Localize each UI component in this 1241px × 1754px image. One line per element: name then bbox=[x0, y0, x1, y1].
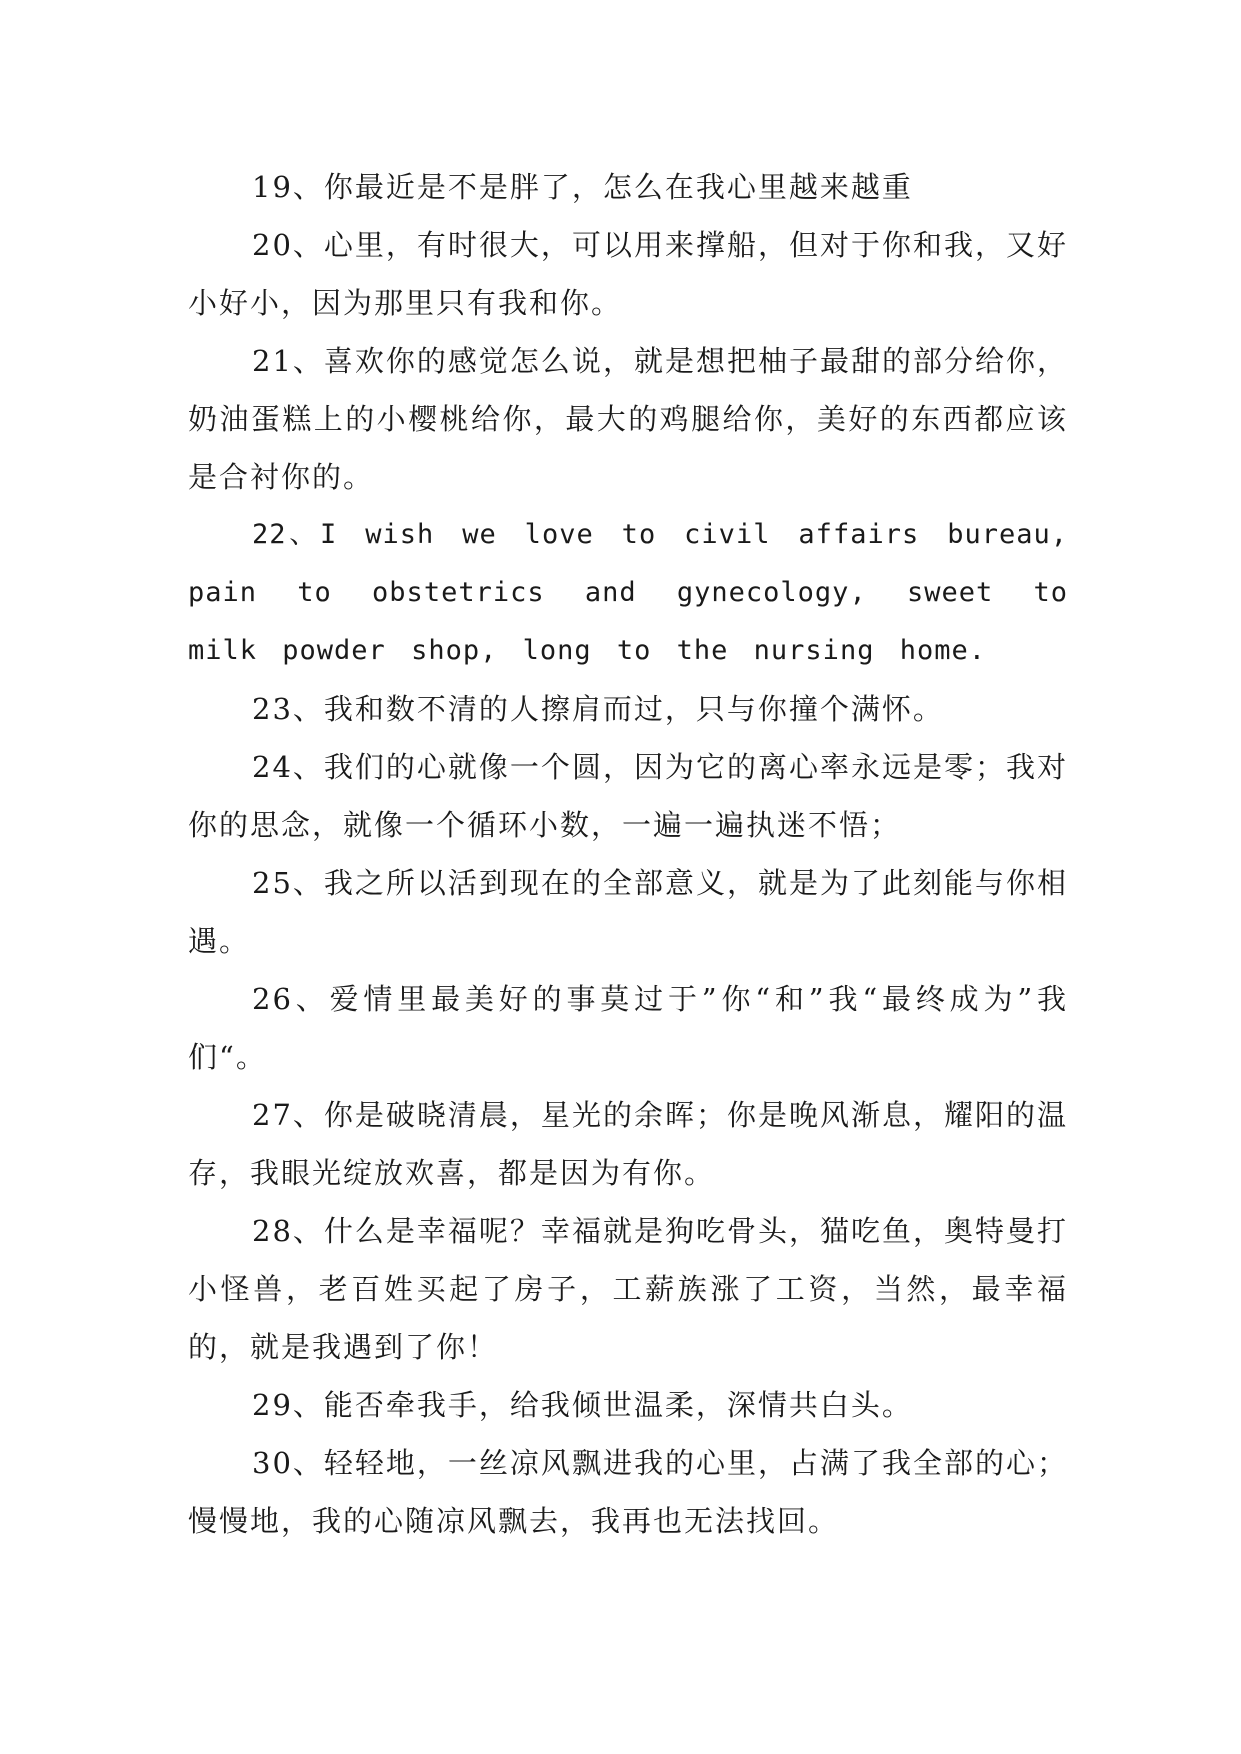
paragraph-28: 28、什么是幸福呢？幸福就是狗吃骨头，猫吃鱼，奥特曼打小怪兽，老百姓买起了房子，工薪族涨了工资，当然，最幸福的，就是我遇到了你！ bbox=[188, 1214, 1068, 1364]
paragraph-27: 27、你是破晓清晨，星光的余晖；你是晚风渐息，耀阳的温存，我眼光绽放欢喜，都是因为有你。 bbox=[188, 1098, 1068, 1190]
paragraph-30: 30、轻轻地，一丝凉风飘进我的心里，占满了我全部的心；慢慢地，我的心随凉风飘去，我再也无法找回。 bbox=[188, 1446, 1068, 1538]
paragraph-22: 22、I wish we love to civil affairs bureau, pain to obstetrics and gynecology, sweet to milk powder shop, long to the nursing home. bbox=[188, 519, 1068, 666]
paragraph-20: 20、心里，有时很大，可以用来撑船，但对于你和我，又好小好小，因为那里只有我和你。 bbox=[188, 228, 1068, 320]
paragraph-26: 26、爱情里最美好的事莫过于”你“和”我“最终成为”我们“。 bbox=[188, 982, 1068, 1074]
paragraph-23: 23、我和数不清的人擦肩而过，只与你撞个满怀。 bbox=[252, 692, 944, 726]
paragraph-24: 24、我们的心就像一个圆，因为它的离心率永远是零；我对你的思念，就像一个循环小数，一遍一遍执迷不悟； bbox=[188, 750, 1068, 842]
paragraph-21: 21、喜欢你的感觉怎么说，就是想把柚子最甜的部分给你，奶油蛋糕上的小樱桃给你，最大的鸡腿给你，美好的东西都应该是合衬你的。 bbox=[188, 344, 1068, 494]
paragraph-29: 29、能否牵我手，给我倾世温柔，深情共白头。 bbox=[252, 1388, 913, 1422]
paragraph-19: 19、你最近是不是胖了，怎么在我心里越来越重 bbox=[252, 170, 913, 204]
document-body bbox=[188, 158, 1068, 1550]
paragraph-25: 25、我之所以活到现在的全部意义，就是为了此刻能与你相遇。 bbox=[188, 866, 1068, 958]
